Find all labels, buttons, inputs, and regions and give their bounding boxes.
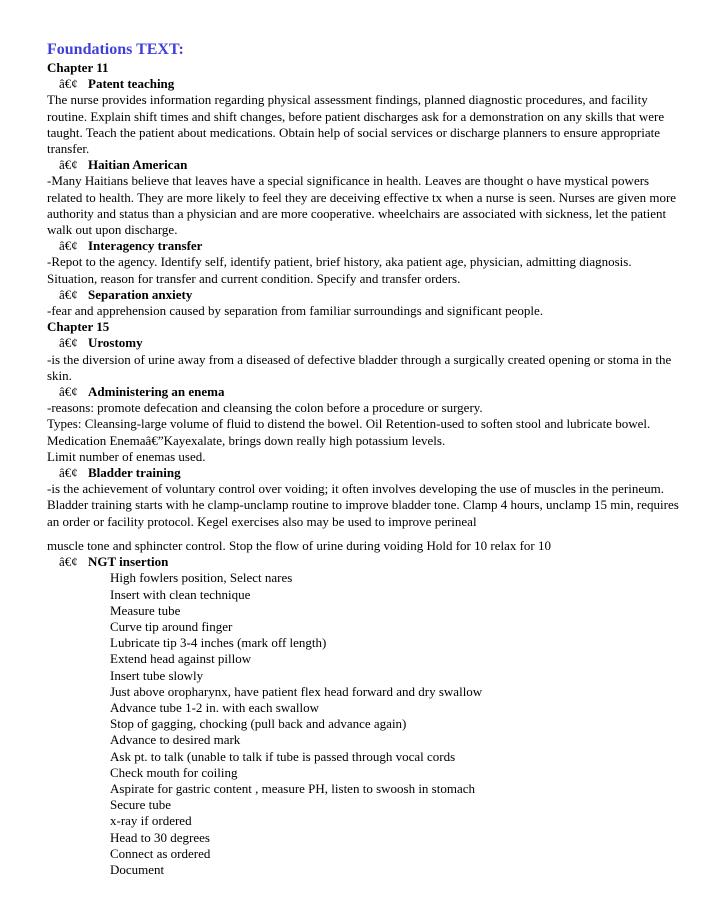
- list-item: Document: [110, 861, 165, 877]
- list-item: Advance to desired mark: [110, 732, 241, 748]
- list-item: Lubricate tip 3-4 inches (mark off length): [110, 635, 327, 651]
- bullet-glyph: â€¢: [59, 384, 78, 400]
- list-item: Ask pt. to talk (unable to talk if tube is passed through vocal cords: [110, 748, 456, 764]
- bullet-glyph: â€¢: [59, 335, 78, 351]
- section-body: Limit number of enemas used.: [47, 448, 206, 464]
- section-heading-label: Urostomy: [88, 335, 143, 351]
- section-body: -Repot to the agency. Identify self, identify patient, brief history, aka patient age, physician, admitting diagnosis. Situation, reason for transfer and current condition. Specify and transfer orders.: [47, 254, 632, 286]
- bullet-glyph: â€¢: [59, 157, 78, 173]
- section-heading-label: Haitian American: [88, 157, 188, 173]
- list-item: Insert tube slowly: [110, 667, 204, 683]
- list-item: Aspirate for gastric content , measure PH, listen to swoosh in stomach: [110, 780, 476, 796]
- section-body: -Many Haitians believe that leaves have a special significance in health. Leaves are thought o have mystical powers related to health. They are more likely to feel they are deceiving effective tx when a nurse is seen. Nurses are given more authority and status than a physician and are more cooperative. wheelchairs are associated with sickness, let the patient walk out upon discharge.: [47, 173, 677, 238]
- ngt-steps-list: [47, 570, 680, 878]
- section-body: -fear and apprehension caused by separation from familiar surroundings and significant people.: [47, 303, 543, 319]
- bullet-glyph: â€¢: [59, 238, 78, 254]
- chapter-heading: Chapter 11: [47, 60, 109, 75]
- section-body: -reasons: promote defecation and cleansing the colon before a procedure or surgery.: [47, 400, 483, 416]
- section-body: The nurse provides information regarding physical assessment findings, planned diagnostic procedures, and facility routine. Explain shift times and shift changes, before patient discharges ask for a demonstration on any skills that were taught. Teach the patient about medications. Obtain help of social services or discharge planners to ensure appropriate transfer.: [47, 92, 665, 157]
- bullet-glyph: â€¢: [59, 554, 78, 570]
- section-body: -is the diversion of urine away from a diseased of defective bladder through a surgically created opening or stoma in the skin.: [47, 351, 672, 383]
- section-heading-label: NGT insertion: [88, 554, 169, 570]
- section-heading: [47, 384, 680, 400]
- section-heading: [47, 157, 680, 173]
- bullet-glyph: â€¢: [59, 465, 78, 481]
- section-heading-label: Separation anxiety: [88, 286, 193, 302]
- section-heading: [47, 335, 680, 351]
- section-heading-label: Bladder training: [88, 465, 181, 481]
- section-heading: [47, 554, 680, 570]
- list-item: Head to 30 degrees: [110, 829, 210, 845]
- section-heading: [47, 76, 680, 92]
- list-item: Stop of gagging, chocking (pull back and advance again): [110, 716, 407, 732]
- bullet-glyph: â€¢: [59, 286, 78, 302]
- list-item: Extend head against pillow: [110, 651, 252, 667]
- section-heading-label: Patent teaching: [88, 76, 175, 92]
- list-item: Secure tube: [110, 797, 172, 813]
- section-body: Types: Cleansing-large volume of fluid to distend the bowel. Oil Retention-used to soften stool and lubricate bowel. Medication Enemaâ€”Kayexalate, brings down really high potassium levels.: [47, 416, 651, 448]
- section-heading: [47, 465, 680, 481]
- document-title: Foundations TEXT:: [47, 41, 184, 58]
- list-item: Curve tip around finger: [110, 618, 233, 634]
- list-item: High fowlers position, Select nares: [110, 570, 293, 586]
- list-item: x-ray if ordered: [110, 813, 192, 829]
- section-body: -is the achievement of voluntary control over voiding; it often involves developing the use of muscles in the perineum. Bladder training starts with he clamp-unclamp routine to improve bladder tone. Clamp 4 hours, unclamp 15 min, requires an order or facility protocol. Kegel exercises also may be used to improve perineal: [47, 481, 679, 529]
- list-item: Advance tube 1-2 in. with each swallow: [110, 699, 320, 715]
- bullet-glyph: â€¢: [59, 76, 78, 92]
- chapter-heading: Chapter 15: [47, 319, 110, 335]
- list-item: Check mouth for coiling: [110, 764, 238, 780]
- section-body: muscle tone and sphincter control. Stop the flow of urine during voiding Hold for 10 relax for 10: [47, 537, 552, 553]
- list-item: Connect as ordered: [110, 845, 211, 861]
- list-item: Just above oropharynx, have patient flex head forward and dry swallow: [110, 683, 483, 699]
- list-item: Measure tube: [110, 602, 181, 618]
- section-heading: [47, 287, 680, 303]
- section-heading-label: Administering an enema: [88, 384, 225, 400]
- list-item: Insert with clean technique: [110, 586, 251, 602]
- section-heading: [47, 238, 680, 254]
- section-heading-label: Interagency transfer: [88, 238, 203, 254]
